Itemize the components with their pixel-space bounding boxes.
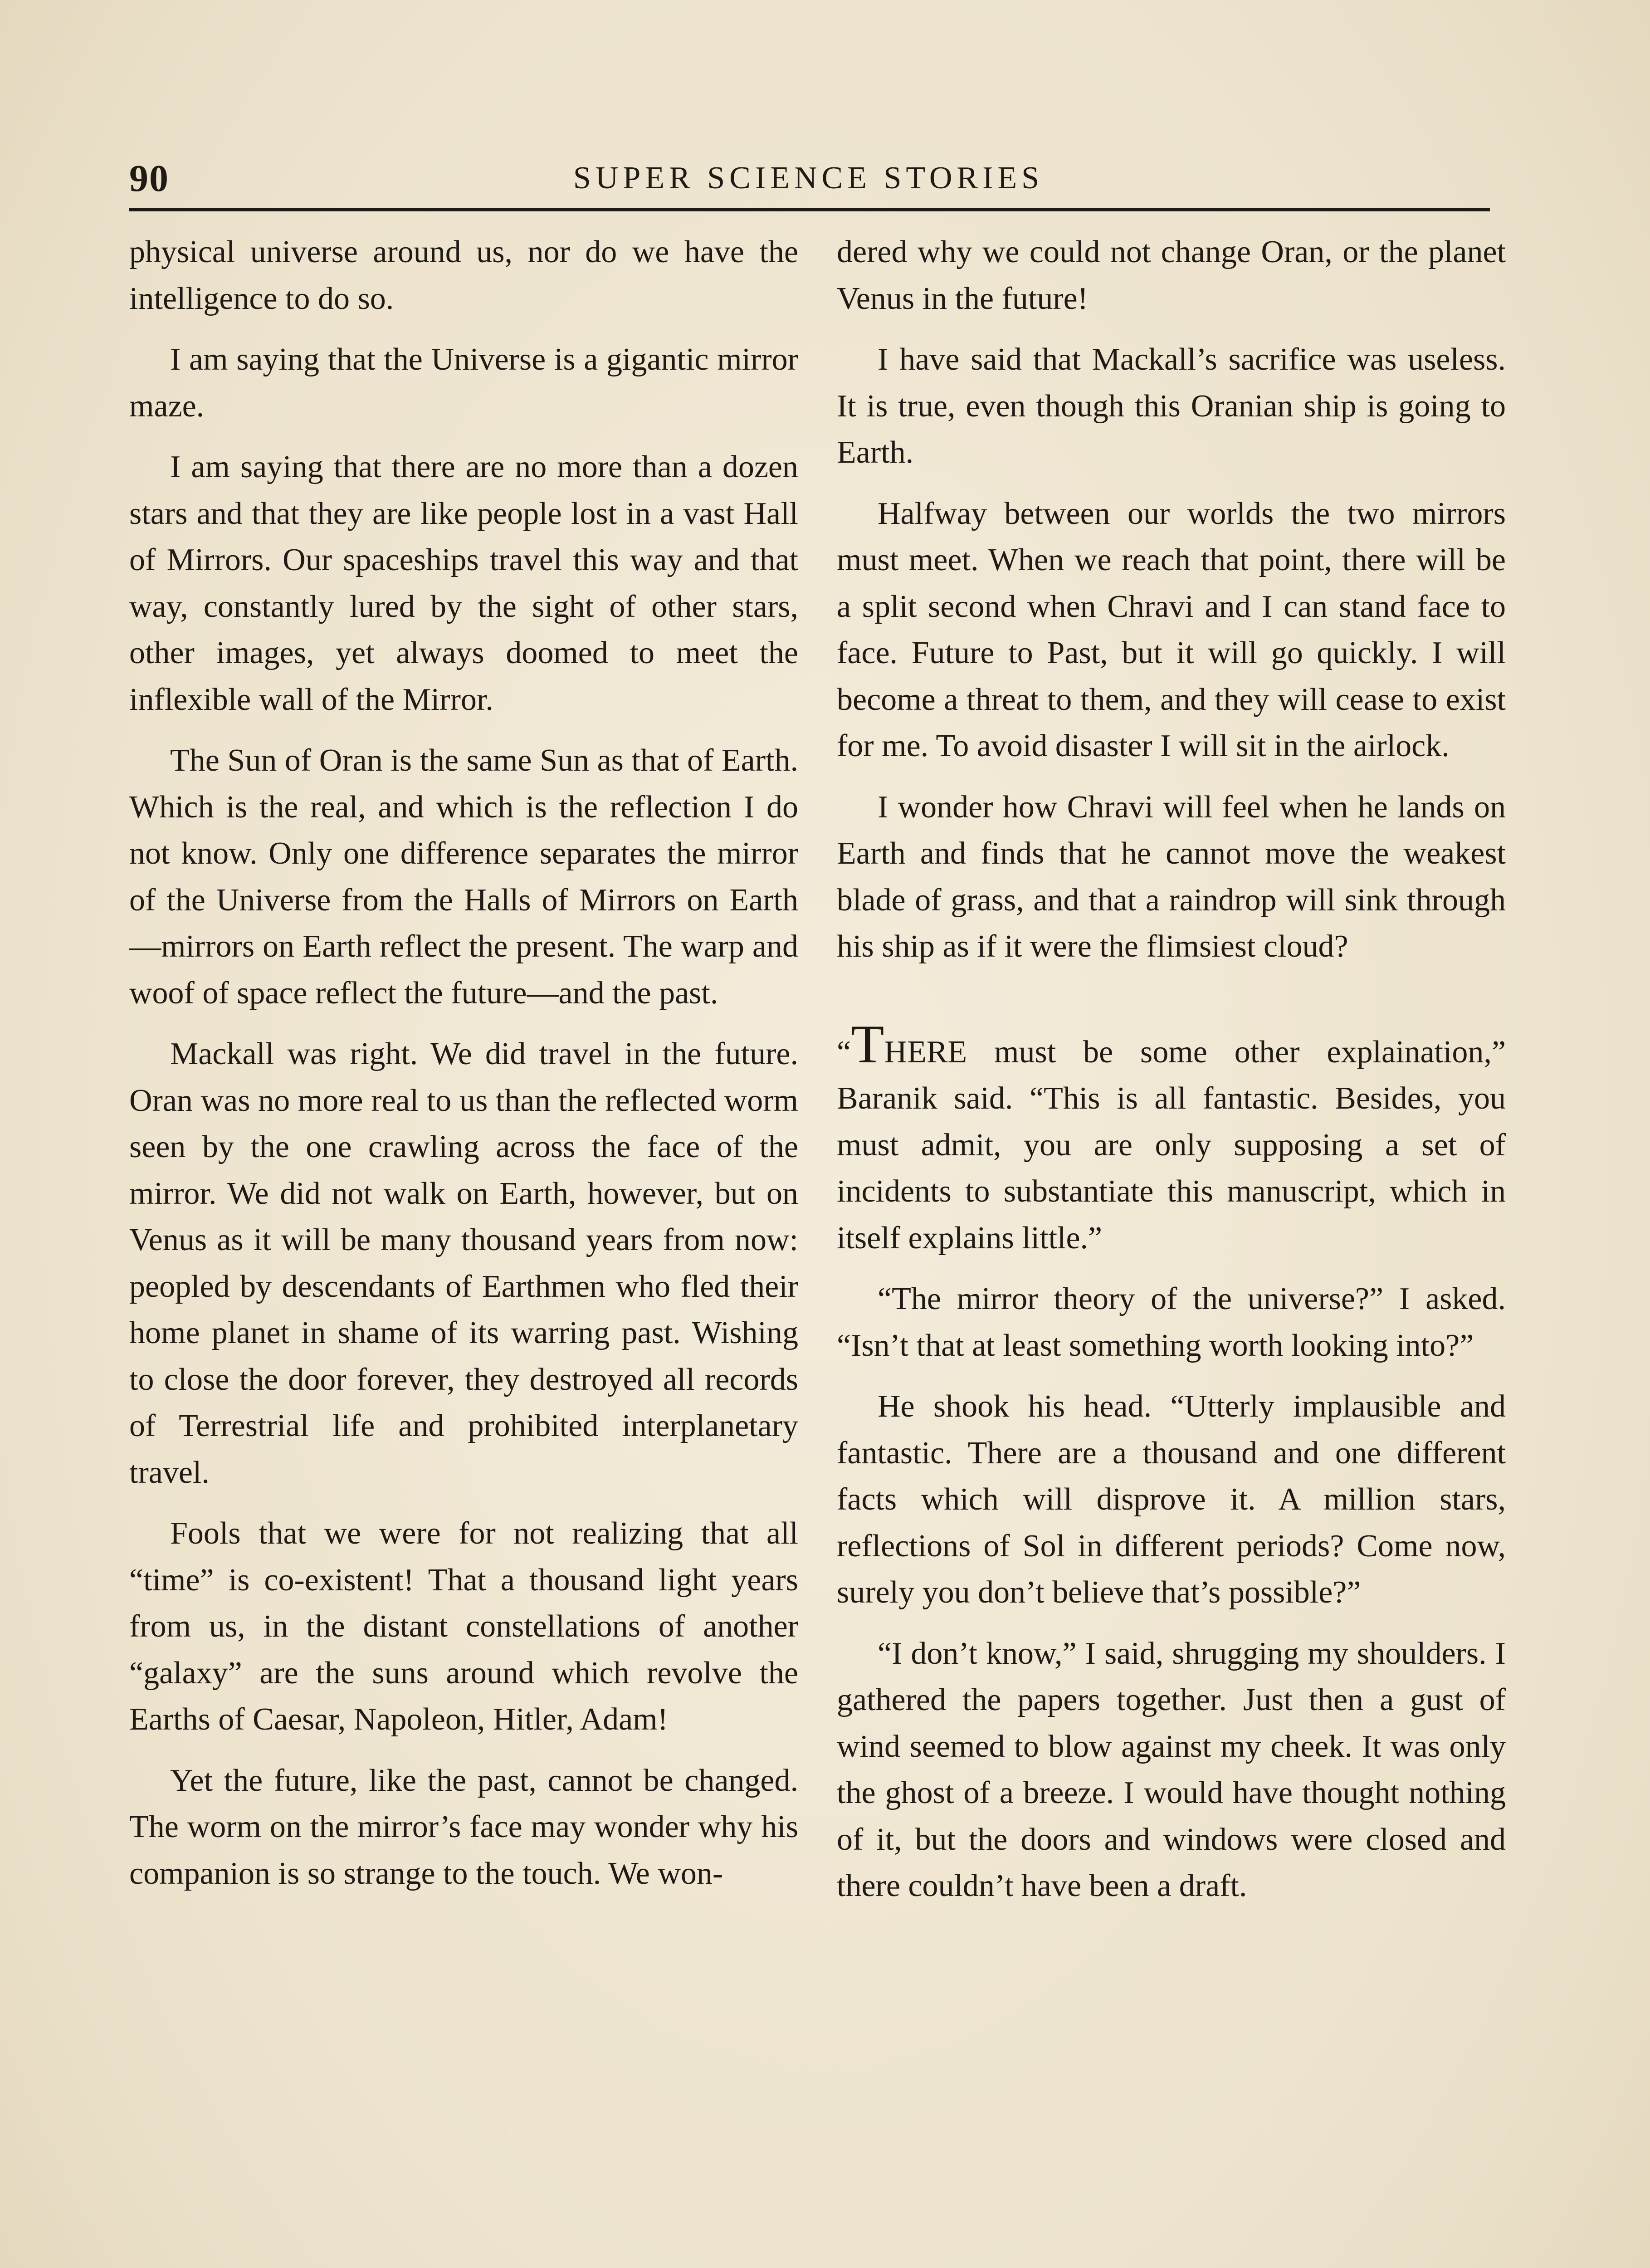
paragraph: The Sun of Oran is the same Sun as that of Earth. Which is the real, and which is the reflection I do not know. Only one difference separates the mirror of the Universe from the Halls of Mirrors on Earth—mirrors on Earth reflect the present. The warp and woof of space reflect the future—and the past. bbox=[129, 743, 798, 1011]
paragraph: I am saying that there are no more than a dozen stars and that they are like people lost in a vast Hall of Mirrors. Our spaceships travel this way and that way, constantly lured by the sight of other stars, other images, yet always doomed to meet the inflexible wall of the Mirror. bbox=[129, 450, 798, 717]
paragraph: I am saying that the Universe is a gigantic mirror maze. bbox=[129, 342, 798, 424]
paragraph: “I don’t know,” I said, shrugging my shoulders. I gathered the papers together. Just then a gust of wind seemed to blow against my cheek. It was only the ghost of a breeze. I would have thought nothing of it, but the doors and windows were closed and there couldn’t have been a draft. bbox=[837, 1636, 1506, 1903]
open-quote: “ bbox=[837, 1034, 851, 1070]
header-rule bbox=[129, 208, 1490, 211]
right-column bbox=[837, 229, 1506, 1924]
paragraph: I wonder how Chravi will feel when he lands on Earth and finds that he cannot move the weakest blade of grass, and that a raindrop will sink through his ship as if it were the flimsiest cloud? bbox=[837, 789, 1506, 964]
paragraph: “The mirror theory of the universe?” I asked. “Isn’t that at least something worth looking into?” bbox=[837, 1281, 1506, 1363]
paragraph: Halfway between our worlds the two mirrors must meet. When we reach that point, there will be a split second when Chravi and I can stand face to face. Future to Past, but it will go quickly. I will become a threat to them, and they will cease to exist for me. To avoid disaster I will sit in the airlock. bbox=[837, 496, 1506, 763]
left-column bbox=[129, 229, 798, 1911]
paragraph: physical universe around us, nor do we have the intelligence to do so. bbox=[129, 235, 798, 316]
paragraph: Mackall was right. We did travel in the future. Oran was no more real to us than the reflected worm seen by the one crawling across the face of the mirror. We did not walk on Earth, however, but on Venus as it will be many thousand years from now: peopled by descendants of Earthmen who fled their home planet in shame of its warring past. Wishing to close the door forever, they destroyed all records of Terrestrial life and prohibited interplanetary travel. bbox=[129, 1036, 798, 1490]
paragraph: dered why we could not change Oran, or the planet Venus in the future! bbox=[837, 235, 1506, 316]
page-header bbox=[129, 156, 1488, 206]
paragraph: Yet the future, like the past, cannot be changed. The worm on the mirror’s face may wonder why his companion is so strange to the touch. We won- bbox=[129, 1763, 798, 1891]
paragraph: Fools that we were for not realizing that all “time” is co-existent! That a thousand light years from us, in the distant constellations of another “galaxy” are the suns around which revolve the Earths of Caesar, Napoleon, Hitler, Adam! bbox=[129, 1516, 798, 1737]
section-opening-paragraph bbox=[837, 1013, 1506, 1262]
paragraph: He shook his head. “Utterly implausible and fantastic. There are a thousand and one different facts which will disprove it. A million stars, reflections of Sol in different periods? Come now, surely you don’t believe that’s possible?” bbox=[837, 1389, 1506, 1610]
section-opening-text: HERE must be some other explaination,” Baranik said. “This is all fantastic. Besides, you must admit, you are only supposing a set of incidents to substantiate this manuscript, which in itself explains little.” bbox=[837, 1034, 1506, 1256]
page-number: 90 bbox=[129, 157, 169, 200]
running-title: SUPER SCIENCE STORIES bbox=[573, 161, 1044, 196]
paragraph: I have said that Mackall’s sacrifice was useless. It is true, even though this Oranian ship is going to Earth. bbox=[837, 342, 1506, 470]
drop-cap: T bbox=[851, 1013, 884, 1074]
